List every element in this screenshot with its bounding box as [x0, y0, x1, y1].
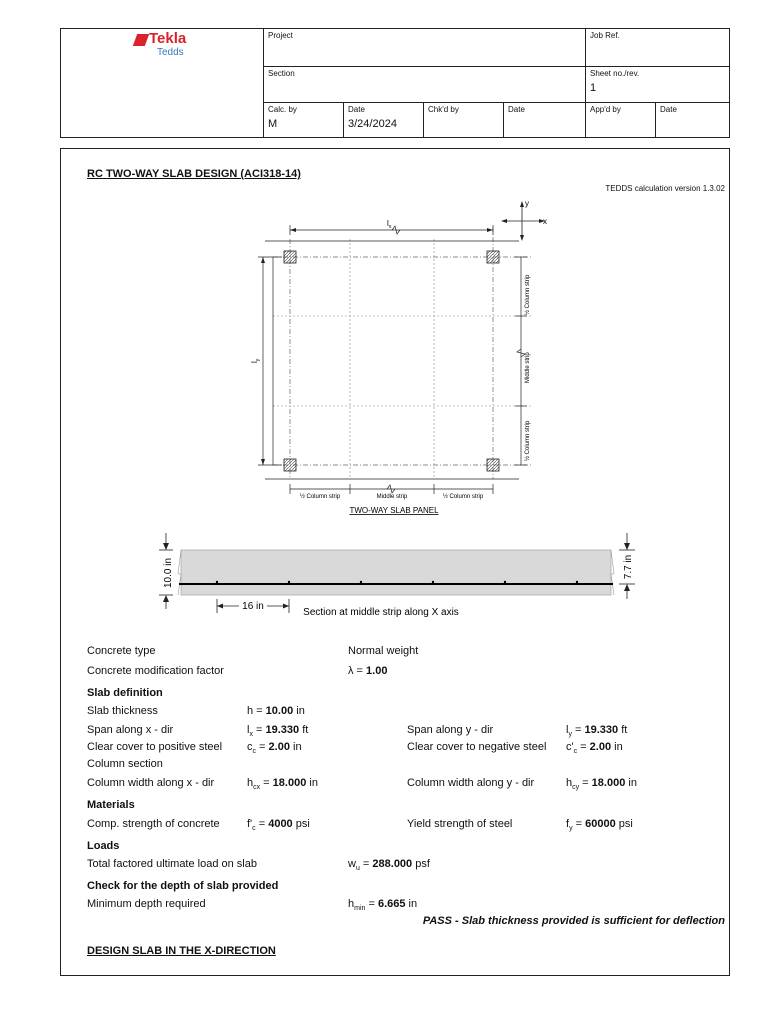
logo-brand: Tekla	[149, 30, 187, 47]
chkd-label: Chk'd by	[428, 105, 459, 114]
tekla-mark-icon	[133, 34, 149, 46]
date2-cell	[503, 102, 585, 138]
date3-cell	[655, 102, 730, 138]
span-y-label: Span along y - dir	[407, 724, 494, 736]
bottom-strip-mid-label: Middle strip	[376, 494, 408, 500]
appd-cell	[585, 102, 655, 138]
date3-label: Date	[660, 105, 677, 114]
right-strip-mid-label: Middle strip	[525, 352, 531, 383]
column-bottom-right	[487, 459, 499, 471]
pass-result: PASS - Slab thickness provided is sufficient for deflection	[422, 915, 725, 927]
axis-y-label: y	[525, 199, 529, 208]
col-y-label: Column width along y - dir	[407, 777, 535, 789]
cover-pos-value: $c_c = 2.00$ in	[247, 741, 302, 756]
depth-heading: Check for the depth of slab provided	[87, 880, 279, 892]
right-strip-top-label: ½ Column strip	[525, 274, 531, 315]
spacing-label: 16 in	[242, 601, 264, 612]
jobref-cell	[585, 28, 730, 66]
mod-factor-value: λ = 1.00	[348, 665, 388, 677]
col-x-label: Column width along x - dir	[87, 777, 215, 789]
column-bottom-left	[284, 459, 296, 471]
materials-heading: Materials	[87, 799, 135, 811]
bottom-strip-left-label: ½ Column strip	[299, 494, 341, 500]
mod-factor-label: Concrete modification factor	[87, 665, 224, 677]
slab-thickness-value: h = 10.00 in	[247, 705, 305, 717]
loads-heading: Loads	[87, 840, 120, 852]
column-top-left	[284, 251, 296, 263]
col-x-value: $h_{cx} = 18.000$ in	[247, 777, 318, 792]
fy-label: Yield strength of steel	[407, 818, 513, 830]
concrete-type-label: Concrete type	[87, 645, 156, 657]
sheet-label: Sheet no./rev.	[590, 69, 640, 78]
sheet-cell	[585, 66, 730, 102]
column-section-label: Column section	[87, 758, 163, 770]
appd-label: App'd by	[590, 105, 621, 114]
bottom-strip-right-label: ½ Column strip	[442, 494, 484, 500]
calcby-cell	[263, 102, 343, 138]
date2-label: Date	[508, 105, 525, 114]
min-depth-label: Minimum depth required	[87, 898, 206, 910]
column-top-right	[487, 251, 499, 263]
slab-panel-plan	[61, 149, 729, 529]
chkd-cell	[423, 102, 503, 138]
cover-neg-label: Clear cover to negative steel	[407, 741, 547, 753]
project-label: Project	[268, 31, 293, 40]
date1-cell	[343, 102, 423, 138]
ly-label: $l_y$	[250, 358, 261, 363]
section-caption: Section at middle strip along X axis	[303, 607, 459, 618]
cover-neg-value: $c'_c = 2.00$ in	[566, 741, 623, 756]
wu-value: $w_u = 288.000$ psf	[348, 858, 430, 873]
min-depth-value: $h_{min} = 6.665$ in	[348, 898, 418, 913]
header-block	[60, 28, 730, 138]
thickness-label: 10.0 in	[163, 557, 174, 589]
logo-product: Tedds	[157, 47, 184, 58]
depth-label: 7.7 in	[623, 554, 634, 580]
fc-label: Comp. strength of concrete	[87, 818, 220, 830]
tekla-tedds-logo	[129, 31, 249, 61]
fc-value: $f'_c = 4000$ psi	[247, 818, 310, 833]
sheet-value: 1	[590, 82, 597, 94]
plan-caption: TWO-WAY SLAB PANEL	[349, 506, 439, 515]
calcby-label: Calc. by	[268, 105, 297, 114]
section-cell	[263, 66, 585, 102]
col-y-value: $h_{cy} = 18.000$ in	[566, 777, 637, 792]
slab-thickness-label: Slab thickness	[87, 705, 158, 717]
fy-value: $f_y = 60000$ psi	[566, 818, 633, 833]
section-label: Section	[268, 69, 295, 78]
cover-pos-label: Clear cover to positive steel	[87, 741, 223, 753]
right-strip-bot-label: ½ Column strip	[525, 420, 531, 461]
axis-icon	[503, 205, 541, 239]
slab-section-concrete	[181, 550, 611, 595]
slab-section	[61, 529, 729, 629]
span-x-label: Span along x - dir	[87, 724, 174, 736]
next-section-title: DESIGN SLAB IN THE X-DIRECTION	[87, 945, 276, 957]
span-y-value: $l_y = 19.330$ ft	[566, 724, 628, 739]
project-cell	[263, 28, 585, 66]
doc-title: RC TWO-WAY SLAB DESIGN (ACI318-14)	[87, 168, 301, 180]
date1-label: Date	[348, 105, 365, 114]
span-x-value: $l_x = 19.330$ ft	[247, 724, 309, 739]
calcby-value: M	[268, 118, 278, 130]
calc-sheet	[60, 148, 730, 976]
date1-value: 3/24/2024	[348, 118, 397, 130]
concrete-type-value: Normal weight	[348, 645, 419, 657]
jobref-label: Job Ref.	[590, 31, 620, 40]
wu-label: Total factored ultimate load on slab	[87, 858, 257, 870]
version-text: TEDDS calculation version 1.3.02	[605, 184, 725, 193]
slab-heading: Slab definition	[87, 687, 163, 699]
axis-x-label: x	[543, 217, 547, 226]
lx-label: $l_x$	[387, 219, 392, 230]
